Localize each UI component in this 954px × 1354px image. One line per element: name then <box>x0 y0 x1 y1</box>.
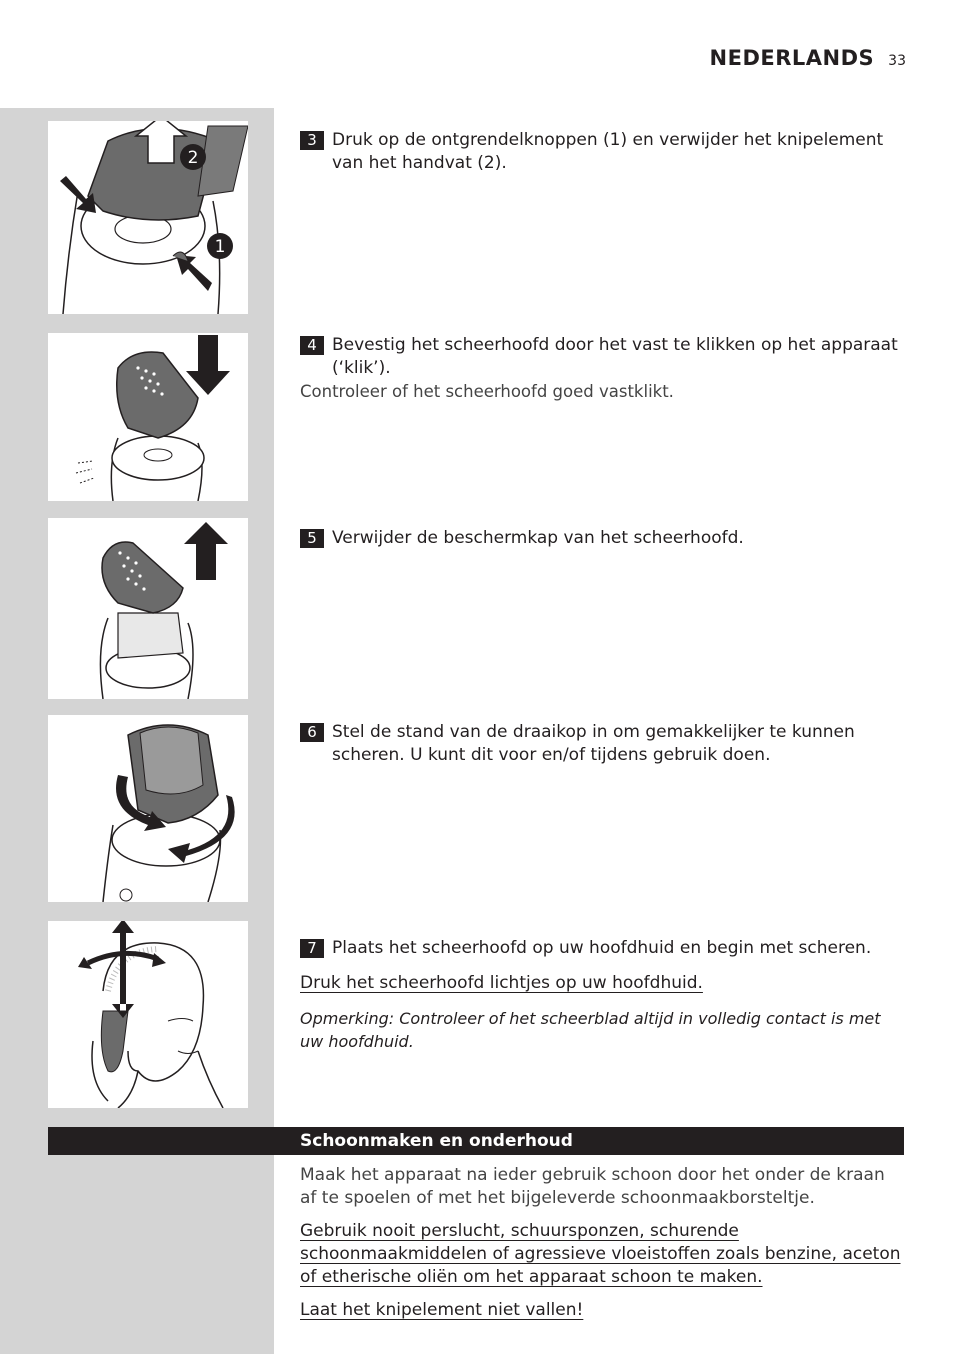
illustration-remove-cutter <box>48 121 248 314</box>
illustration-attach-head <box>48 333 248 501</box>
step-text: Stel de stand van de draaikop in om gemakkelijker te kunnen scheren. U kunt dit voor en/of tijdens gebruik doen. <box>332 722 855 765</box>
figure-pointer <box>248 340 274 360</box>
step-number: 7 <box>300 939 324 958</box>
step-5 <box>300 527 900 550</box>
section-cleaning <box>300 1164 904 1332</box>
figure-pointer <box>248 722 274 742</box>
step-number: 4 <box>300 336 324 355</box>
step-note: Opmerking: Controleer of het scheerblad altijd in volledig contact is met uw hoofdhuid. <box>300 1009 881 1051</box>
section-heading-bar <box>48 1127 904 1155</box>
step-6 <box>300 721 900 767</box>
section-warning: Laat het knipelement niet vallen! <box>300 1300 584 1320</box>
figure-rotate-head <box>48 715 248 902</box>
figure-attach-shaving-head <box>48 333 248 501</box>
step-4 <box>300 334 900 403</box>
step-text: Druk op de ontgrendelknoppen (1) en verwijder het knipelement van het handvat (2). <box>332 130 884 173</box>
step-subtext: Controleer of het scheerhoofd goed vastklikt. <box>300 382 674 401</box>
illustration-rotate-head <box>48 715 248 902</box>
illustration-man-shaving <box>48 921 248 1108</box>
step-number: 5 <box>300 529 324 548</box>
step-text: Verwijder de beschermkap van het scheerhoofd. <box>332 528 744 548</box>
page-header <box>710 46 906 70</box>
step-7 <box>300 937 900 1053</box>
language-label: NEDERLANDS <box>709 46 875 70</box>
page-number: 33 <box>888 53 906 69</box>
step-text: Plaats het scheerhoofd op uw hoofdhuid en begin met scheren. <box>332 938 872 958</box>
illustration-remove-cap <box>48 518 248 699</box>
step-number: 3 <box>300 131 324 150</box>
figure-pointer <box>248 525 274 545</box>
callout-1: 1 <box>214 237 226 257</box>
callout-2: 2 <box>187 148 199 168</box>
step-number: 6 <box>300 723 324 742</box>
step-text: Bevestig het scheerhoofd door het vast te klikken op het apparaat (‘klik’). <box>332 335 898 378</box>
section-title: Schoonmaken en onderhoud <box>300 1131 573 1151</box>
figure-shaving-scalp <box>48 921 248 1108</box>
figure-remove-cutting-element <box>48 121 248 314</box>
step-3 <box>300 129 900 175</box>
figure-pointer <box>248 128 274 148</box>
figure-pointer <box>248 928 274 948</box>
figure-remove-protection-cap <box>48 518 248 699</box>
step-instruction: Druk het scheerhoofd lichtjes op uw hoofdhuid. <box>300 973 703 993</box>
section-paragraph: Maak het apparaat na ieder gebruik schoon door het onder de kraan af te spoelen of met het bijgeleverde schoonmaakborsteltje. <box>300 1165 885 1208</box>
section-warning: Gebruik nooit perslucht, schuursponzen, schurende schoonmaakmiddelen of agressieve vloeistoffen zoals benzine, aceton of etherische oliën om het apparaat schoon te maken. <box>300 1221 901 1287</box>
